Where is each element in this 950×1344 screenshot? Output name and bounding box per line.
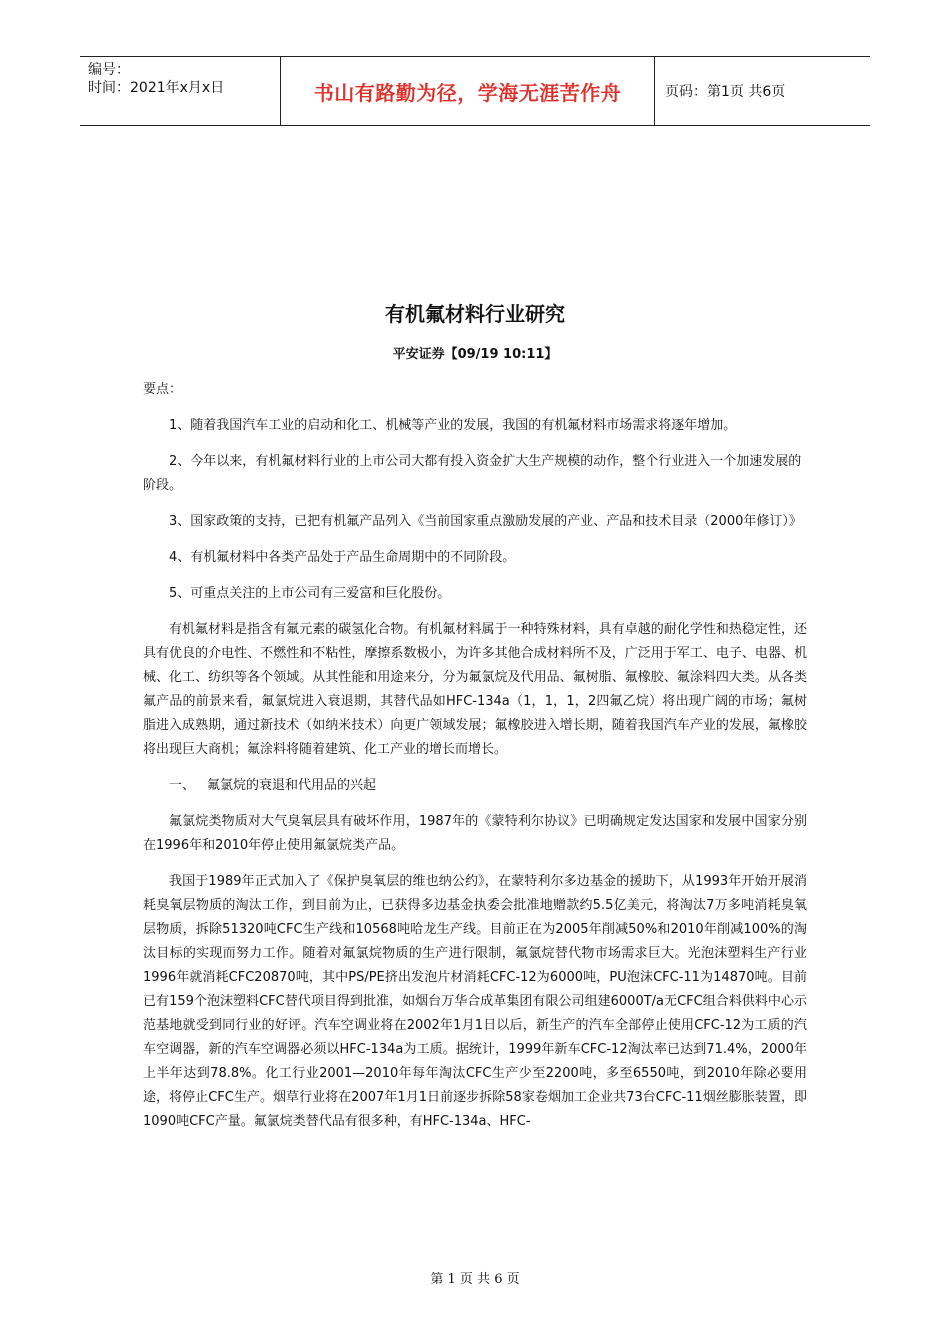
key-point-5: 5、可重点关注的上市公司有三爱富和巨化股份。 <box>169 586 451 601</box>
key-point-1: 1、随着我国汽车工业的启动和化工、机械等产业的发展，我国的有机氟材料市场需求将逐年增加。 <box>169 418 737 433</box>
key-point-4: 4、有机氟材料中各类产品处于产品生命周期中的不同阶段。 <box>169 550 516 565</box>
header-time-label: 时间：2021年x月x日 <box>88 80 225 96</box>
header-motto: 书山有路勤为径，学海无涯苦作舟 <box>313 80 622 105</box>
section-1-number: 一、 <box>169 778 196 793</box>
header-page-cell <box>655 57 870 125</box>
document-title: 有机氟材料行业研究 <box>385 302 565 326</box>
key-point-3: 3、国家政策的支持，已把有机氟产品列入《当前国家重点激励发展的产业、产品和技术目录（2000年修订）》 <box>169 514 802 529</box>
document-header <box>80 56 870 126</box>
section-1-paragraph-1: 氟氯烷类物质对大气臭氧层具有破坏作用，1987年的《蒙特利尔协议》已明确规定发达国家和发展中国家分别在1996年和2010年停止使用氟氯烷类产品。 <box>143 814 807 853</box>
section-1-paragraph-2: 我国于1989年正式加入了《保护臭氧层的维也纳公约》，在蒙特利尔多边基金的援助下，从1993年开始开展消耗臭氧层物质的淘汰工作，到目前为止，已获得多边基金执委会批准地赠款约5.5亿美元，将淘汰7万多吨消耗臭氧层物质，拆除51320吨CFC生产线和10568吨哈龙生产线。目前正在为2005年削减50%和2010年削减100%的淘汰目标的实现而努力工作。随着对氟氯烷物质的生产进行限制，氟氯烷替代物市场需求巨大。光泡沫塑料生产行业1996年就消耗CFC20870吨，其中PS/PE挤出发泡片材消耗CFC-12为6000吨，PU泡沫CFC-11为14870吨。目前已有159个泡沫塑料CFC替代项目得到批准，如烟台万华合成革集团有限公司组建6000T/a无CFC组合料供料中心示范基地就受到同行业的好评。汽车空调业将在2002年1月1日以后，新生产的汽车全部停止使用CFC-12为工质的汽车空调器，新的汽车空调器必须以HFC-134a为工质。据统计，1999年新车CFC-12淘汰率已达到71.4%，2000年上半年达到78.8%。化工行业2001—2010年每年淘汰CFC生产少至2200吨，多至6550吨，到2010年除必要用途，将停止CFC生产。烟草行业将在2007年1月1日前逐步拆除58家卷烟加工企业共73台CFC-11烟丝膨胀装置，即1090吨CFC产量。氟氯烷类替代品有很多种，有HFC-134a、HFC- <box>143 874 807 1129</box>
key-point-2: 2、今年以来，有机氟材料行业的上市公司大都有投入资金扩大生产规模的动作，整个行业进入一个加速发展的阶段。 <box>143 454 802 493</box>
header-page-label: 页码：第1页 共6页 <box>665 84 786 100</box>
header-number-label: 编号： <box>88 62 130 78</box>
document-body <box>143 378 807 1146</box>
key-points-label: 要点： <box>143 382 183 397</box>
section-1-heading <box>143 774 807 798</box>
section-1-title: 氟氯烷的衰退和代用品的兴起 <box>207 778 377 793</box>
header-motto-cell <box>281 57 655 125</box>
document-source: 平安证券【09/19 10:11】 <box>392 347 558 362</box>
header-meta-cell <box>80 57 281 125</box>
intro-paragraph: 有机氟材料是指含有氟元素的碳氢化合物。有机氟材料属于一种特殊材料，具有卓越的耐化学性和热稳定性，还具有优良的介电性、不燃性和不粘性，摩擦系数极小，为许多其他合成材料所不及，广泛用于军工、电子、电器、机械、化工、纺织等各个领域。从其性能和用途来分，分为氟氯烷及代用品、氟树脂、氟橡胶、氟涂料四大类。从各类氟产品的前景来看，氟氯烷进入衰退期，其替代品如HFC-134a（1，1，1，2四氟乙烷）将出现广阔的市场；氟树脂进入成熟期，通过新技术（如纳米技术）向更广领域发展；氟橡胶进入增长期，随着我国汽车产业的发展，氟橡胶将出现巨大商机；氟涂料将随着建筑、化工产业的增长而增长。 <box>143 622 807 757</box>
page-footer: 第 1 页 共 6 页 <box>430 1272 520 1287</box>
